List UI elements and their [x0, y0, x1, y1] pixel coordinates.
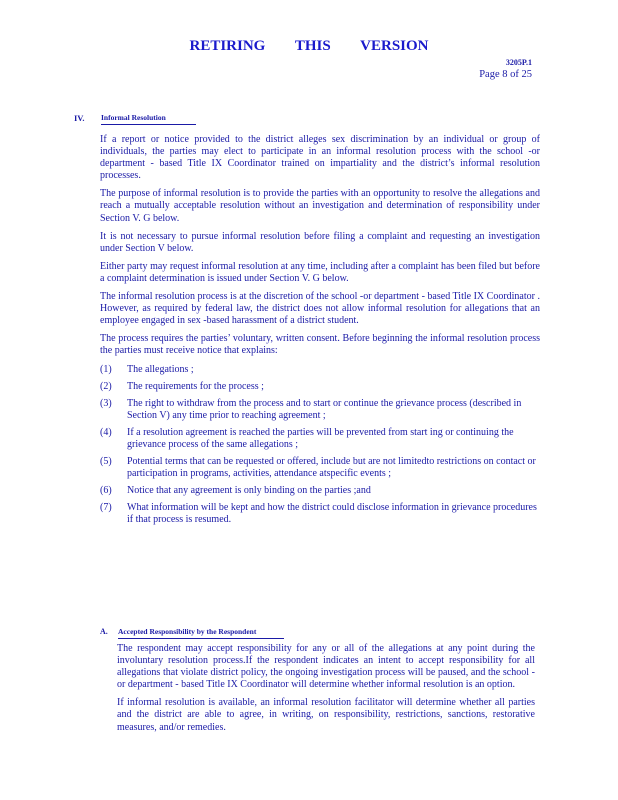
paragraph: If a report or notice provided to the district alleges sex discrimination by an individual or group of individuals, the parties may elect to participate in an informal resolution process with the school -or department - based Title IX Coordinator trained on impartiality and the district’s informal resolution processes. [100, 134, 540, 182]
subsection-letter: A. [100, 627, 108, 636]
section-body [100, 134, 540, 532]
list-item-text: Potential terms that can be requested or offered, include but are not limitedto restrictions on contact or participation in programs, activities, attendance atspecific events ; [127, 456, 536, 480]
list-marker: (3) [100, 397, 112, 409]
paragraph: The informal resolution process is at the discretion of the school -or department - based Title IX Coordinator . However, as required by federal law, the district does not allow informal resolution for allegations that an employee engaged in sex -based harassment of a district student. [100, 291, 540, 327]
list-item [100, 381, 540, 393]
section-number: IV. [74, 113, 85, 123]
list-marker: (4) [100, 426, 112, 438]
list-item-text: What information will be kept and how the district could disclose information in grievance procedures if that process is resumed. [127, 502, 537, 526]
notice-list [100, 364, 540, 527]
list-marker: (5) [100, 456, 112, 468]
list-item-text: Notice that any agreement is only binding on the parties ;and [127, 485, 371, 497]
list-item [100, 427, 540, 451]
list-marker: (1) [100, 363, 112, 375]
paragraph: It is not necessary to pursue informal resolution before filing a complaint and requesting an investigation under Section V below. [100, 230, 540, 254]
list-marker: (6) [100, 485, 112, 497]
paragraph: The respondent may accept responsibility for any or all of the allegations at any point during the involuntary resolution process.If the respondent indicates an intent to accept responsibility for all allegations that violate district policy, the ongoing investigation process will be paused, and the school -or department - based Title IX Coordinator will determine whether informal resolution is an option. [117, 643, 535, 691]
paragraph: The process requires the parties’ voluntary, written consent. Before beginning the informal resolution process the parties must receive notice that explains: [100, 333, 540, 357]
document-code: 3205P.1 [505, 58, 532, 67]
list-item [100, 485, 540, 497]
subsection-body [117, 643, 535, 740]
list-item-text: If a resolution agreement is reached the parties will be prevented from start ing or continuing the grievance process of the same allegations ; [127, 426, 514, 450]
list-item [100, 502, 540, 526]
paragraph: Either party may request informal resolution at any time, including after a complaint has been filed but before a complaint determination is issued under Section V. G below. [100, 260, 540, 284]
list-item-text: The requirements for the process ; [127, 380, 264, 392]
list-item-text: The allegations ; [127, 363, 194, 375]
list-marker: (2) [100, 380, 112, 392]
list-item [100, 456, 540, 480]
paragraph: If informal resolution is available, an informal resolution facilitator will determine whether all parties and the district are able to agree, in writing, on responsibility, restrictions, sanctions, restorative measures, and/or remedies. [117, 697, 535, 733]
list-item-text: The right to withdraw from the process and to start or continue the grievance process (described in Section V) any time prior to reaching agreement ; [127, 397, 522, 421]
page-title: RETIRING THIS VERSION [189, 38, 429, 54]
subsection-title: Accepted Responsibility by the Respondent [118, 626, 284, 639]
list-item [100, 364, 540, 376]
paragraph: The purpose of informal resolution is to provide the parties with an opportunity to resolve the allegations and reach a mutually acceptable resolution without an investigation and determination of responsibility under Section V. G below. [100, 188, 540, 224]
page-number: Page 8 of 25 [479, 69, 532, 80]
section-title: Informal Resolution [101, 112, 196, 125]
page-meta [479, 58, 532, 81]
list-marker: (7) [100, 502, 112, 514]
list-item [100, 398, 540, 422]
